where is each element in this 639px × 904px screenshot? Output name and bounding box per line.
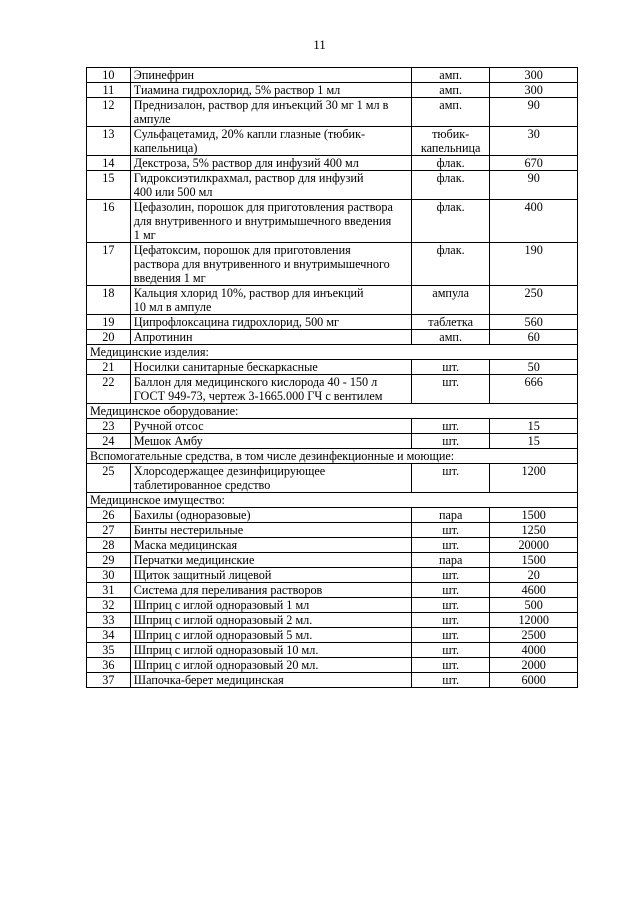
item-name-line: Цефазолин, порошок для приготовления раствора <box>133 200 393 214</box>
item-name <box>130 673 411 688</box>
item-name-line: Бахилы (одноразовые) <box>133 508 251 522</box>
item-name <box>130 68 411 83</box>
item-name <box>130 658 411 673</box>
item-name <box>130 598 411 613</box>
item-number: 31 <box>87 583 131 598</box>
item-name <box>130 583 411 598</box>
item-name <box>130 243 411 286</box>
item-number: 12 <box>87 98 131 127</box>
item-number: 21 <box>87 360 131 375</box>
item-number: 29 <box>87 553 131 568</box>
item-number: 10 <box>87 68 131 83</box>
item-number: 33 <box>87 613 131 628</box>
table-row <box>87 464 578 493</box>
item-name <box>130 508 411 523</box>
table-row <box>87 568 578 583</box>
item-name-line: капельница) <box>133 141 198 155</box>
item-name-line: Кальция хлорид 10%, раствор для инъекций <box>133 286 364 300</box>
item-unit: шт. <box>411 434 489 449</box>
item-quantity: 30 <box>490 127 578 156</box>
item-quantity: 2500 <box>490 628 578 643</box>
item-quantity: 1250 <box>490 523 578 538</box>
table-row <box>87 83 578 98</box>
item-name-line: Декстроза, 5% раствор для инфузий 400 мл <box>133 156 359 170</box>
item-unit: шт. <box>411 583 489 598</box>
table-row <box>87 419 578 434</box>
item-number: 36 <box>87 658 131 673</box>
item-unit: ампула <box>411 286 489 315</box>
item-unit: шт. <box>411 538 489 553</box>
item-unit: шт. <box>411 464 489 493</box>
item-quantity: 20000 <box>490 538 578 553</box>
item-name-line: таблетированное средство <box>133 478 271 492</box>
item-unit: амп. <box>411 330 489 345</box>
table-row <box>87 508 578 523</box>
table-row <box>87 286 578 315</box>
item-name <box>130 200 411 243</box>
item-name <box>130 171 411 200</box>
item-name <box>130 315 411 330</box>
item-quantity: 4600 <box>490 583 578 598</box>
item-number: 32 <box>87 598 131 613</box>
table-row <box>87 583 578 598</box>
item-name <box>130 360 411 375</box>
item-name-line: Апротинин <box>133 330 193 344</box>
item-name-line: Щиток защитный лицевой <box>133 568 272 582</box>
item-name-line: Система для переливания растворов <box>133 583 323 597</box>
item-number: 24 <box>87 434 131 449</box>
section-header-row <box>87 404 578 419</box>
item-number: 13 <box>87 127 131 156</box>
item-name-line: Бинты нестерильные <box>133 523 244 537</box>
item-number: 28 <box>87 538 131 553</box>
item-quantity: 300 <box>490 68 578 83</box>
item-unit: шт. <box>411 598 489 613</box>
item-name <box>130 127 411 156</box>
item-number: 27 <box>87 523 131 538</box>
item-name-line: Хлорсодержащее дезинфицирующее <box>133 464 326 478</box>
item-name <box>130 538 411 553</box>
item-number: 30 <box>87 568 131 583</box>
item-name-line: Шприц с иглой одноразовый 20 мл. <box>133 658 319 672</box>
section-title: Вспомогательные средства, в том числе дезинфекционные и моющие: <box>87 449 578 464</box>
table-row <box>87 98 578 127</box>
table-row <box>87 315 578 330</box>
item-quantity: 90 <box>490 171 578 200</box>
items-table <box>86 67 578 688</box>
item-name <box>130 434 411 449</box>
item-name <box>130 643 411 658</box>
item-number: 35 <box>87 643 131 658</box>
item-quantity: 4000 <box>490 643 578 658</box>
section-header-row <box>87 345 578 360</box>
item-quantity: 190 <box>490 243 578 286</box>
item-unit: шт. <box>411 613 489 628</box>
item-name <box>130 523 411 538</box>
item-name <box>130 568 411 583</box>
item-name <box>130 628 411 643</box>
item-unit: шт. <box>411 375 489 404</box>
item-unit: шт. <box>411 658 489 673</box>
item-name-line: 1 мг <box>133 228 156 242</box>
item-number: 19 <box>87 315 131 330</box>
section-title: Медицинское имущество: <box>87 493 578 508</box>
item-name-line: Носилки санитарные бескаркасные <box>133 360 318 374</box>
item-quantity: 15 <box>490 419 578 434</box>
item-name-line: Шапочка-берет медицинская <box>133 673 284 687</box>
item-quantity: 1200 <box>490 464 578 493</box>
item-name <box>130 83 411 98</box>
item-unit: шт. <box>411 673 489 688</box>
item-quantity: 2000 <box>490 658 578 673</box>
table-row <box>87 68 578 83</box>
item-unit: тюбик-капельница <box>411 127 489 156</box>
section-title: Медицинские изделия: <box>87 345 578 360</box>
table-row <box>87 375 578 404</box>
item-number: 16 <box>87 200 131 243</box>
item-number: 18 <box>87 286 131 315</box>
table-row <box>87 673 578 688</box>
table-row <box>87 598 578 613</box>
item-unit: шт. <box>411 523 489 538</box>
item-number: 15 <box>87 171 131 200</box>
table-row <box>87 613 578 628</box>
table-row <box>87 243 578 286</box>
item-unit: амп. <box>411 68 489 83</box>
item-name-line: Преднизалон, раствор для инъекций 30 мг 1 мл в <box>133 98 389 112</box>
item-name-line: раствора для внутривенного и внутримышечного <box>133 257 390 271</box>
table-row <box>87 523 578 538</box>
item-quantity: 1500 <box>490 553 578 568</box>
item-quantity: 20 <box>490 568 578 583</box>
item-name <box>130 464 411 493</box>
item-number: 17 <box>87 243 131 286</box>
item-name-line: для внутривенного и внутримышечного введения <box>133 214 392 228</box>
item-name <box>130 156 411 171</box>
item-name-line: Ручной отсос <box>133 419 204 433</box>
section-header-row <box>87 449 578 464</box>
item-unit: флак. <box>411 200 489 243</box>
item-unit: флак. <box>411 243 489 286</box>
table-row <box>87 200 578 243</box>
table-row <box>87 658 578 673</box>
table-row <box>87 553 578 568</box>
item-number: 26 <box>87 508 131 523</box>
item-unit: шт. <box>411 360 489 375</box>
item-number: 14 <box>87 156 131 171</box>
item-name-line: 10 мл в ампуле <box>133 300 212 314</box>
item-unit: пара <box>411 508 489 523</box>
page-number: 11 <box>313 37 326 52</box>
item-name-line: Перчатки медицинские <box>133 553 255 567</box>
item-unit: амп. <box>411 83 489 98</box>
table-row <box>87 628 578 643</box>
item-name <box>130 553 411 568</box>
item-number: 34 <box>87 628 131 643</box>
item-name-line: Мешок Амбу <box>133 434 203 448</box>
item-number: 22 <box>87 375 131 404</box>
item-name <box>130 98 411 127</box>
item-quantity: 670 <box>490 156 578 171</box>
item-name-line: ампуле <box>133 112 171 126</box>
item-number: 25 <box>87 464 131 493</box>
item-number: 23 <box>87 419 131 434</box>
item-unit: шт. <box>411 628 489 643</box>
item-unit: флак. <box>411 156 489 171</box>
item-quantity: 12000 <box>490 613 578 628</box>
item-name-line: Тиамина гидрохлорид, 5% раствор 1 мл <box>133 83 341 97</box>
item-quantity: 560 <box>490 315 578 330</box>
item-unit: таблетка <box>411 315 489 330</box>
item-name <box>130 330 411 345</box>
item-name-line: Шприц с иглой одноразовый 10 мл. <box>133 643 319 657</box>
item-name-line: Шприц с иглой одноразовый 1 мл <box>133 598 310 612</box>
item-name-line: Ципрофлоксацина гидрохлорид, 500 мг <box>133 315 340 329</box>
item-name-line: Шприц с иглой одноразовый 2 мл. <box>133 613 313 627</box>
item-name-line: ГОСТ 949-73, чертеж 3-1665.000 ГЧ с вентилем <box>133 389 383 403</box>
item-quantity: 90 <box>490 98 578 127</box>
item-unit: флак. <box>411 171 489 200</box>
table-row <box>87 156 578 171</box>
item-name-line: Цефатоксим, порошок для приготовления <box>133 243 351 257</box>
item-name <box>130 613 411 628</box>
item-quantity: 500 <box>490 598 578 613</box>
item-quantity: 250 <box>490 286 578 315</box>
item-quantity: 50 <box>490 360 578 375</box>
item-unit: пара <box>411 553 489 568</box>
item-name <box>130 419 411 434</box>
item-name-line: введения 1 мг <box>133 271 206 285</box>
item-unit: шт. <box>411 419 489 434</box>
item-number: 37 <box>87 673 131 688</box>
item-name-line: Маска медицинская <box>133 538 238 552</box>
item-name-line: Эпинефрин <box>133 68 195 82</box>
item-quantity: 1500 <box>490 508 578 523</box>
item-name-line: Сульфацетамид, 20% капли глазные (тюбик- <box>133 127 366 141</box>
item-number: 20 <box>87 330 131 345</box>
item-quantity: 6000 <box>490 673 578 688</box>
item-name-line: Шприц с иглой одноразовый 5 мл. <box>133 628 313 642</box>
item-quantity: 666 <box>490 375 578 404</box>
item-number: 11 <box>87 83 131 98</box>
item-unit: шт. <box>411 568 489 583</box>
table-row <box>87 360 578 375</box>
item-unit: амп. <box>411 98 489 127</box>
table-row <box>87 127 578 156</box>
item-name-line: Гидроксиэтилкрахмал, раствор для инфузий <box>133 171 364 185</box>
item-name <box>130 375 411 404</box>
items-table-body <box>87 68 578 688</box>
table-row <box>87 330 578 345</box>
section-title: Медицинское оборудование: <box>87 404 578 419</box>
table-row <box>87 171 578 200</box>
item-name-line: 400 или 500 мл <box>133 185 213 199</box>
table-row <box>87 538 578 553</box>
item-quantity: 60 <box>490 330 578 345</box>
item-quantity: 15 <box>490 434 578 449</box>
table-row <box>87 643 578 658</box>
item-name <box>130 286 411 315</box>
item-quantity: 400 <box>490 200 578 243</box>
item-quantity: 300 <box>490 83 578 98</box>
section-header-row <box>87 493 578 508</box>
item-name-line: Баллон для медицинского кислорода 40 - 150 л <box>133 375 378 389</box>
table-row <box>87 434 578 449</box>
item-unit: шт. <box>411 643 489 658</box>
